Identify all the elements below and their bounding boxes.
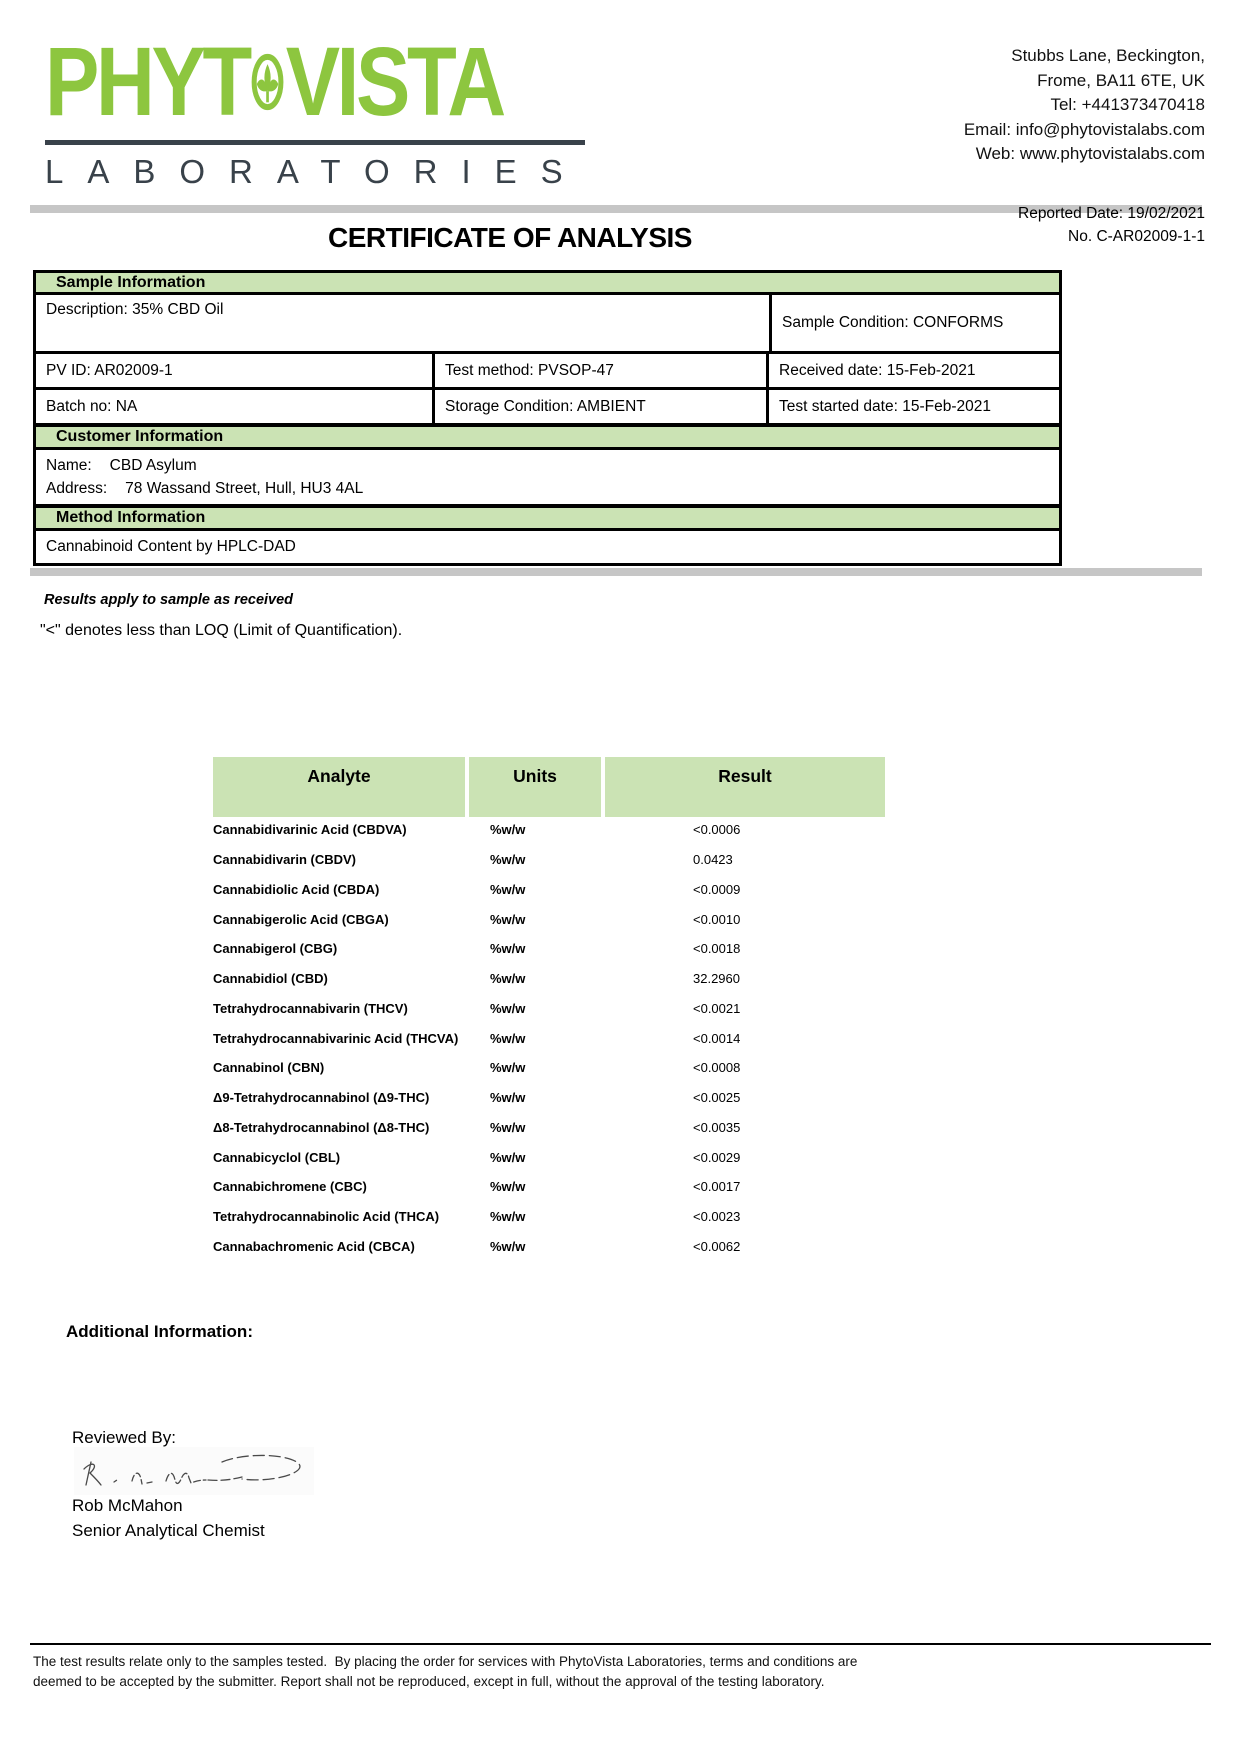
analyte-name: Cannabicyclol (CBL) — [213, 1149, 341, 1165]
analyte-units: %w/w — [490, 1090, 526, 1106]
logo-rule — [45, 140, 585, 145]
analyte-result: <0.0018 — [693, 941, 741, 957]
analyte-units: %w/w — [490, 852, 526, 868]
description-row — [36, 295, 1059, 354]
batch-no: Batch no: NA — [36, 390, 435, 423]
analyte-units: %w/w — [490, 1030, 526, 1046]
pv-id: PV ID: AR02009-1 — [36, 354, 435, 387]
signature-image — [74, 1447, 314, 1495]
results-table-row — [213, 1232, 885, 1262]
analyte-name: Cannabigerol (CBG) — [213, 941, 338, 957]
footer-line1: The test results relate only to the samples tested. By placing the order for services with PhytoVista Laboratories, terms and conditions are — [33, 1654, 858, 1669]
results-table-row — [213, 1172, 885, 1202]
analyte-result: <0.0009 — [693, 881, 741, 897]
analyte-name: Cannabidivarinic Acid (CBDVA) — [213, 822, 407, 838]
reviewed-by-label: Reviewed By: — [72, 1428, 176, 1447]
page-title: CERTIFICATE OF ANALYSIS — [328, 222, 692, 253]
customer-cell — [36, 450, 1059, 508]
storage-condition: Storage Condition: AMBIENT — [435, 390, 769, 423]
analyte-units: %w/w — [490, 1060, 526, 1076]
contact-web: Web: www.phytovistalabs.com — [975, 144, 1205, 163]
analyte-name: Δ9-Tetrahydrocannabinol (Δ9-THC) — [213, 1090, 430, 1106]
customer-name-line — [46, 457, 1049, 475]
customer-address-line — [46, 480, 1049, 498]
footer-disclaimer — [33, 1652, 1213, 1692]
analyte-units: %w/w — [490, 971, 526, 987]
analyte-result: <0.0029 — [693, 1149, 741, 1165]
batch-row — [36, 390, 1059, 427]
results-table-row — [213, 934, 885, 964]
method-description: Cannabinoid Content by HPLC-DAD — [46, 538, 296, 555]
analyte-units: %w/w — [490, 1119, 526, 1135]
results-header-units: Units — [469, 757, 601, 817]
analyte-units: %w/w — [490, 822, 526, 838]
footer-rule — [30, 1643, 1211, 1645]
reviewer-name: Rob McMahon — [72, 1496, 183, 1515]
customer-information-header: Customer Information — [36, 427, 1059, 450]
results-table-row — [213, 1023, 885, 1053]
section-divider — [30, 568, 1202, 576]
analyte-name: Tetrahydrocannabivarinic Acid (THCVA) — [213, 1030, 459, 1046]
analyte-result: <0.0010 — [693, 911, 741, 927]
logo-text-phyt: PHYT — [45, 27, 249, 136]
results-table-body — [213, 815, 885, 1261]
results-table-row — [213, 994, 885, 1024]
logo-subtitle: LABORATORIES — [45, 153, 587, 190]
analyte-result: <0.0014 — [693, 1030, 741, 1046]
customer-address-label: Address: — [46, 480, 108, 497]
loq-note: "<" denotes less than LOQ (Limit of Quantification). — [40, 622, 403, 639]
sample-condition: Sample Condition: CONFORMS — [782, 314, 1004, 331]
analyte-result: <0.0017 — [693, 1179, 741, 1195]
results-table-row — [213, 964, 885, 994]
customer-name-value: CBD Asylum — [109, 457, 197, 474]
results-table-row — [213, 845, 885, 875]
results-table-row — [213, 875, 885, 905]
lab-contact-block — [964, 44, 1205, 167]
additional-information-label: Additional Information: — [66, 1322, 253, 1341]
contact-email: Email: info@phytovistalabs.com — [963, 119, 1205, 139]
analyte-name: Tetrahydrocannabinolic Acid (THCA) — [213, 1209, 440, 1225]
results-table-row — [213, 1083, 885, 1113]
results-table-row — [213, 1053, 885, 1083]
sample-ids-row — [36, 354, 1059, 390]
analyte-name: Δ8-Tetrahydrocannabinol (Δ8-THC) — [213, 1119, 430, 1135]
report-meta — [1018, 202, 1205, 248]
analyte-name: Cannabigerolic Acid (CBGA) — [213, 911, 389, 927]
analyte-result: <0.0062 — [693, 1238, 741, 1254]
results-table-row — [213, 1202, 885, 1232]
results-table-row — [213, 1142, 885, 1172]
logo-text-vista: VISTA — [285, 27, 503, 136]
analyte-result: <0.0025 — [693, 1090, 741, 1106]
test-method: Test method: PVSOP-47 — [435, 354, 769, 387]
analyte-name: Cannabidivarin (CBDV) — [213, 852, 357, 868]
method-information-header: Method Information — [36, 508, 1059, 531]
contact-address-line1: Stubbs Lane, Beckington, — [1011, 46, 1205, 65]
results-header-result: Result — [605, 757, 885, 817]
analyte-units: %w/w — [490, 911, 526, 927]
sample-description: Description: 35% CBD Oil — [36, 295, 772, 351]
analyte-result: <0.0021 — [693, 1000, 741, 1016]
analyte-name: Cannabinol (CBN) — [213, 1060, 325, 1076]
analyte-result: <0.0035 — [693, 1119, 741, 1135]
report-number: No. C-AR02009-1-1 — [1068, 228, 1205, 245]
analyte-name: Tetrahydrocannabivarin (THCV) — [213, 1000, 408, 1016]
analyte-result: 32.2960 — [693, 971, 740, 987]
results-note-italic: Results apply to sample as received — [44, 592, 294, 608]
analyte-result: <0.0023 — [693, 1209, 741, 1225]
analyte-units: %w/w — [490, 1238, 526, 1254]
analyte-result: <0.0006 — [693, 822, 741, 838]
analyte-units: %w/w — [490, 1000, 526, 1016]
analyte-name: Cannabichromene (CBC) — [213, 1179, 367, 1195]
footer-line2: deemed to be accepted by the submitter. Report shall not be reproduced, except in full, without the approval of the testing laboratory. — [33, 1674, 825, 1689]
leaf-icon — [251, 32, 284, 132]
customer-address-value: 78 Wassand Street, Hull, HU3 4AL — [125, 480, 364, 497]
results-table-row — [213, 815, 885, 845]
analyte-units: %w/w — [490, 941, 526, 957]
reviewer-title: Senior Analytical Chemist — [72, 1521, 265, 1540]
test-started-date: Test started date: 15-Feb-2021 — [779, 397, 991, 415]
phytovista-logo — [45, 27, 590, 191]
info-table — [33, 270, 1062, 566]
sample-information-header: Sample Information — [36, 273, 1059, 295]
reported-date: Reported Date: 19/02/2021 — [1018, 205, 1205, 222]
analyte-units: %w/w — [490, 1209, 526, 1225]
results-header-analyte: Analyte — [213, 757, 465, 817]
analyte-units: %w/w — [490, 881, 526, 897]
analyte-units: %w/w — [490, 1179, 526, 1195]
analyte-name: Cannabachromenic Acid (CBCA) — [213, 1238, 415, 1254]
analyte-name: Cannabidiol (CBD) — [213, 971, 328, 987]
customer-name-label: Name: — [46, 457, 92, 474]
results-table-row — [213, 904, 885, 934]
results-table-row — [213, 1113, 885, 1143]
analyte-result: <0.0008 — [693, 1060, 741, 1076]
analyte-result: 0.0423 — [693, 852, 733, 868]
analyte-units: %w/w — [490, 1149, 526, 1165]
contact-phone: Tel: +441373470418 — [1050, 95, 1205, 114]
contact-address-line2: Frome, BA11 6TE, UK — [1037, 70, 1205, 90]
logo-wordmark — [45, 27, 503, 136]
received-date: Received date: 15-Feb-2021 — [779, 361, 976, 379]
analyte-name: Cannabidiolic Acid (CBDA) — [213, 881, 380, 897]
